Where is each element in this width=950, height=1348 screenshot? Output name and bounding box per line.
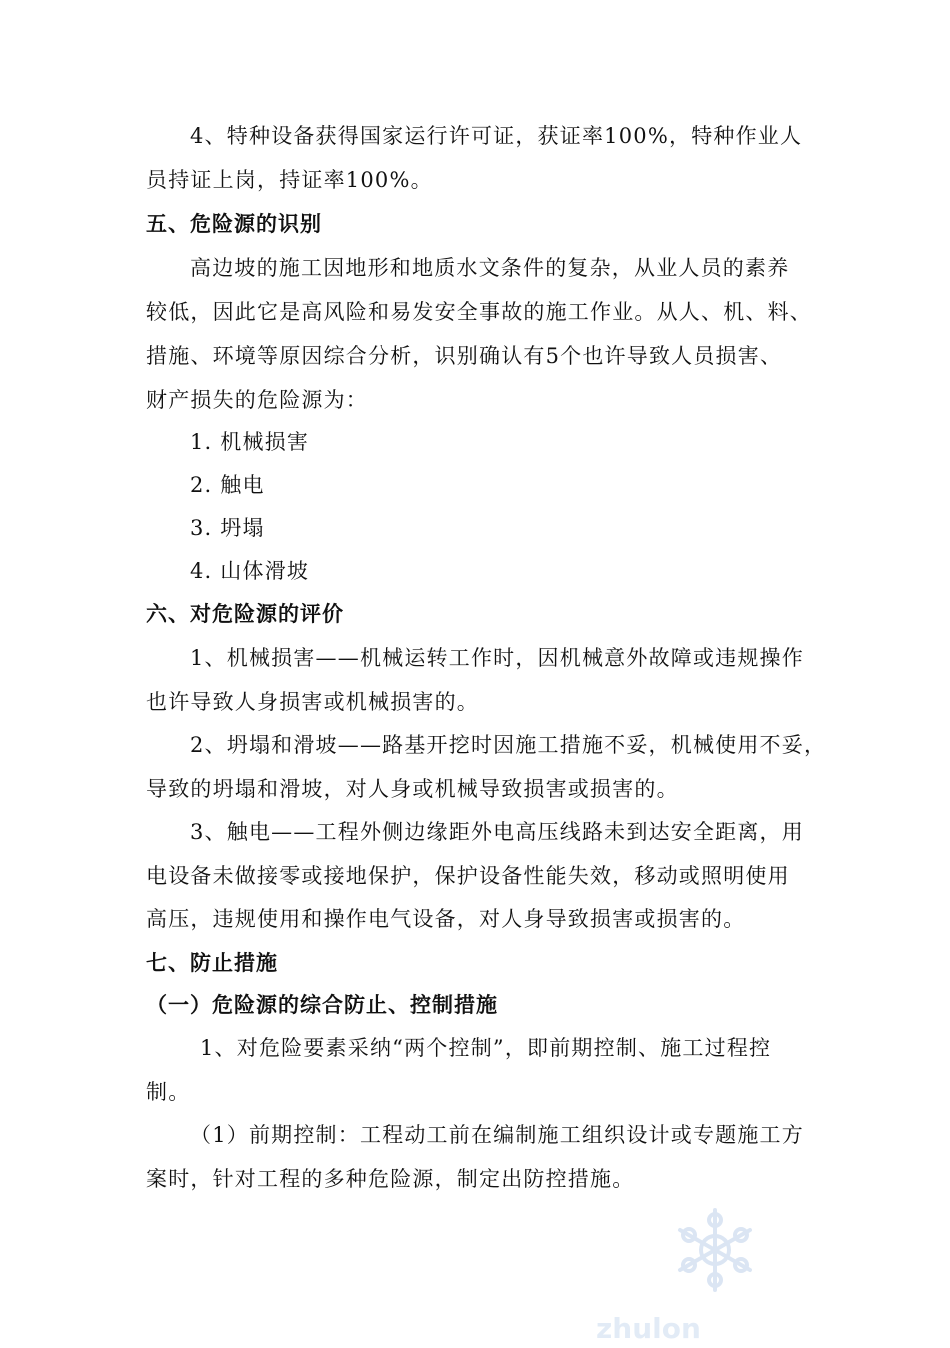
paragraph-line: 高压，违规使用和操作电气设备，对人身导致损害或损害的。 [146,907,746,931]
section-heading: 六、对危险源的评价 [146,602,344,626]
paragraph-line: （1）前期控制：工程动工前在编制施工组织设计或专题施工方 [190,1123,804,1147]
list-item: 3. 坍塌 [190,516,265,540]
section-heading: 七、防止措施 [146,951,278,975]
paragraph-line: 措施、环境等原因综合分析，识别确认有5个也许导致人员损害、 [146,344,783,368]
list-item: 4. 山体滑坡 [190,559,310,583]
paragraph-line: 财产损失的危险源为： [146,388,368,412]
section-heading: 五、危险源的识别 [146,212,322,236]
paragraph-line: 电设备未做接零或接地保护，保护设备性能失效，移动或照明使用 [146,864,790,888]
paragraph-line: 2、坍塌和滑坡——路基开挖时因施工措施不妥，机械使用不妥， [190,733,827,757]
list-item: 1. 机械损害 [190,430,310,454]
paragraph-line: 较低，因此它是高风险和易发安全事故的施工作业。从人、机、料、 [146,300,812,324]
watermark [590,1200,770,1344]
watermark-text: zhulon [596,1312,701,1344]
paragraph-line: 员持证上岗，持证率100%。 [146,168,433,192]
snowflake-logo-icon [590,1200,770,1344]
paragraph-line: 制。 [146,1080,191,1104]
paragraph-line: 案时，针对工程的多种危险源，制定出防控措施。 [146,1167,635,1191]
paragraph-line: 导致的坍塌和滑坡，对人身或机械导致损害或损害的。 [146,777,679,801]
list-item: 2. 触电 [190,473,265,497]
paragraph-line: 3、触电——工程外侧边缘距外电高压线路未到达安全距离，用 [190,820,804,844]
paragraph-line: 1、对危险要素采纳“两个控制”，即前期控制、施工过程控 [200,1036,772,1060]
paragraph-line: 1、机械损害——机械运转工作时，因机械意外故障或违规操作 [190,646,804,670]
paragraph-line: 也许导致人身损害或机械损害的。 [146,690,479,714]
paragraph-line: 4、特种设备获得国家运行许可证，获证率100%，特种作业人 [190,124,803,148]
subsection-heading: （一）危险源的综合防止、控制措施 [146,993,498,1017]
paragraph-line: 高边坡的施工因地形和地质水文条件的复杂，从业人员的素养 [190,256,790,280]
